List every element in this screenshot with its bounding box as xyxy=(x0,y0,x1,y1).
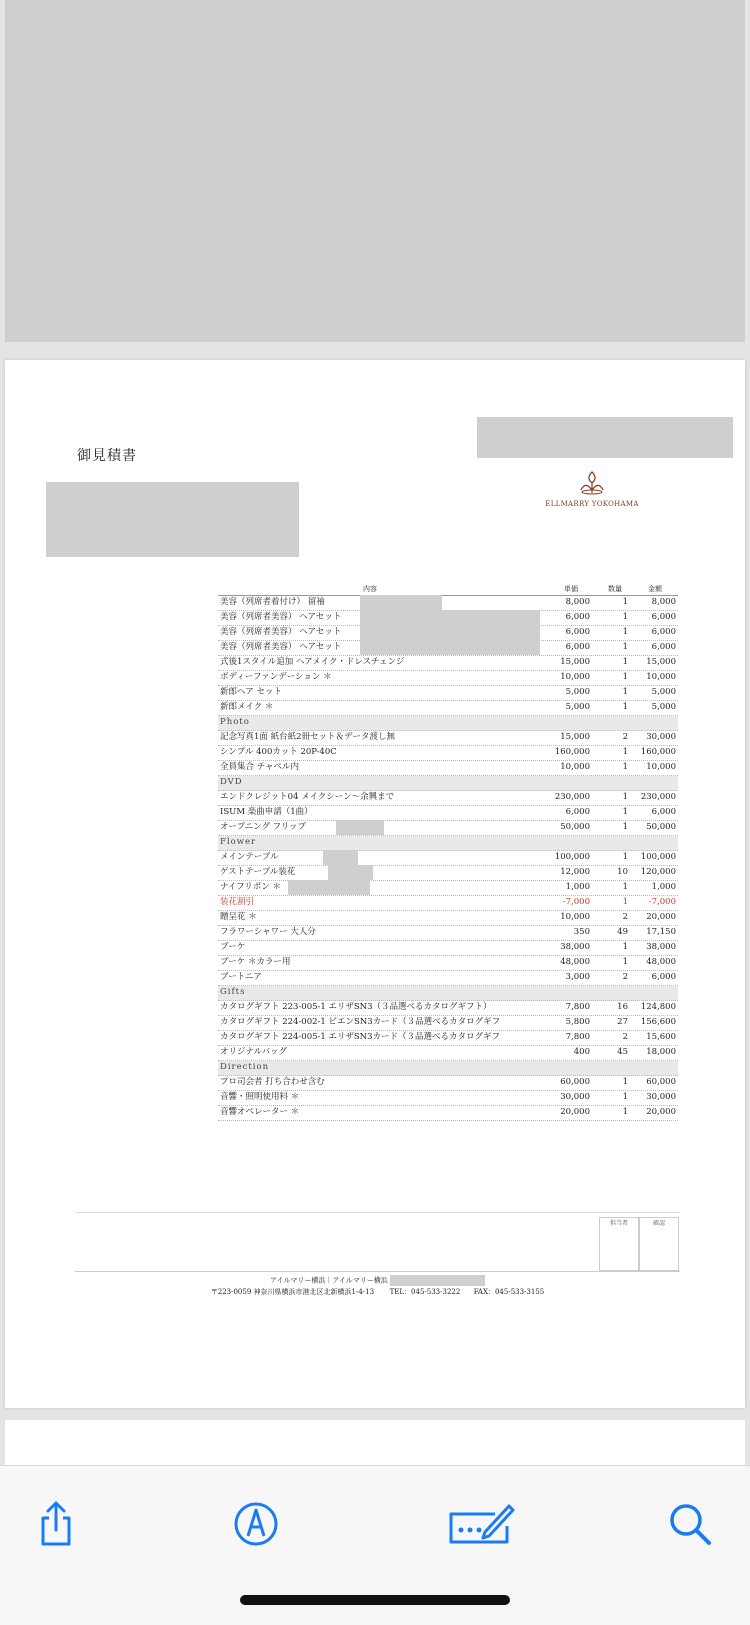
pdf-page xyxy=(5,360,745,1408)
footer-address: 〒223-0059 神奈川県横浜市港北区北新横浜1-4-13 xyxy=(210,1287,375,1296)
row-amount: 30,000 xyxy=(646,1092,676,1102)
signature-icon xyxy=(445,1500,515,1548)
row-unit-price: 6,000 xyxy=(565,642,590,652)
row-quantity: 27 xyxy=(617,1017,628,1027)
table-row xyxy=(218,611,678,626)
redacted-cell xyxy=(360,610,540,625)
row-unit-price: 15,000 xyxy=(560,732,590,742)
table-header xyxy=(218,583,678,596)
table-row xyxy=(218,626,678,641)
footer-tel: TEL：045-533-3222 xyxy=(389,1287,461,1296)
previous-page-redacted xyxy=(5,0,745,342)
row-quantity: 2 xyxy=(622,1032,628,1042)
row-description: ブートニア xyxy=(220,972,262,982)
row-description: Photo xyxy=(220,717,250,727)
row-quantity: 45 xyxy=(617,1047,628,1057)
row-quantity: 1 xyxy=(622,792,628,802)
table-row xyxy=(218,686,678,701)
table-row xyxy=(218,1031,678,1046)
redacted-block xyxy=(477,417,733,458)
table-row xyxy=(218,791,678,806)
markup-icon xyxy=(232,1500,280,1548)
row-description: ISUM 楽曲申請（1曲） xyxy=(220,807,313,817)
row-unit-price: 230,000 xyxy=(554,792,590,802)
stamp-box-staff: 担当者 xyxy=(599,1217,639,1271)
row-unit-price: 10,000 xyxy=(560,672,590,682)
row-unit-price: 400 xyxy=(573,1047,590,1057)
row-description: 音響オペレーター ＊ xyxy=(220,1107,300,1117)
redacted-cell xyxy=(360,625,540,640)
table-row xyxy=(218,1001,678,1016)
row-unit-price: 350 xyxy=(573,927,590,937)
row-quantity: 1 xyxy=(622,1077,628,1087)
stamp-area xyxy=(75,1212,680,1272)
row-amount: 15,000 xyxy=(646,657,676,667)
table-section-header xyxy=(218,1061,678,1076)
row-amount: 38,000 xyxy=(646,942,676,952)
row-description: フラワーシャワー 大人分 xyxy=(220,927,316,937)
search-button[interactable] xyxy=(662,1496,718,1552)
row-unit-price: 6,000 xyxy=(565,627,590,637)
row-unit-price: 3,000 xyxy=(565,972,590,982)
table-row xyxy=(218,656,678,671)
row-amount: 100,000 xyxy=(640,852,676,862)
redacted-cell xyxy=(336,820,384,835)
redacted-cell xyxy=(360,640,540,655)
table-row xyxy=(218,806,678,821)
row-amount: 6,000 xyxy=(651,807,676,817)
row-amount: 156,600 xyxy=(640,1017,676,1027)
row-quantity: 1 xyxy=(622,762,628,772)
row-description: 装花割引 xyxy=(220,897,255,907)
table-row xyxy=(218,671,678,686)
row-quantity: 1 xyxy=(622,1107,628,1117)
row-amount: 6,000 xyxy=(651,642,676,652)
row-unit-price: 5,800 xyxy=(565,1017,590,1027)
table-row xyxy=(218,896,678,911)
row-quantity: 1 xyxy=(622,627,628,637)
column-header-qty: 数量 xyxy=(608,585,622,593)
row-unit-price: 6,000 xyxy=(565,807,590,817)
row-unit-price: -7,000 xyxy=(562,897,590,907)
row-description: 音響・照明使用料 ＊ xyxy=(220,1092,300,1102)
footer xyxy=(75,1275,680,1298)
row-amount: 20,000 xyxy=(646,1107,676,1117)
row-amount: 17,150 xyxy=(646,927,676,937)
row-amount: 48,000 xyxy=(646,957,676,967)
row-description: ナイフリボン ＊ xyxy=(220,882,282,892)
row-quantity: 1 xyxy=(622,1092,628,1102)
row-quantity: 1 xyxy=(622,702,628,712)
row-unit-price: 15,000 xyxy=(560,657,590,667)
row-description: カタログギフト 224-005-1 エリザSN3カード（３品選べるカタログギフ xyxy=(220,1032,501,1042)
company-logo xyxy=(537,470,647,508)
row-amount: 6,000 xyxy=(651,612,676,622)
column-header-desc: 内容 xyxy=(363,585,377,593)
markup-button[interactable] xyxy=(228,1496,284,1552)
row-amount: 160,000 xyxy=(640,747,676,757)
footer-company: アイルマリー横浜｜アイルマリー横浜 xyxy=(270,1276,388,1285)
row-quantity: 10 xyxy=(617,867,628,877)
table-row xyxy=(218,1106,678,1121)
table-row xyxy=(218,851,678,866)
row-description: 美容（列席者美容） ヘアセット xyxy=(220,642,342,652)
row-amount: 18,000 xyxy=(646,1047,676,1057)
row-quantity: 1 xyxy=(622,897,628,907)
row-quantity: 2 xyxy=(622,912,628,922)
search-icon xyxy=(666,1500,714,1548)
row-quantity: 1 xyxy=(622,612,628,622)
row-quantity: 1 xyxy=(622,672,628,682)
table-row xyxy=(218,731,678,746)
row-description: DVD xyxy=(220,777,243,787)
row-description: 新郎メイク ＊ xyxy=(220,702,274,712)
row-unit-price: 10,000 xyxy=(560,912,590,922)
row-quantity: 1 xyxy=(622,882,628,892)
redacted-cell xyxy=(328,865,373,880)
row-amount: 10,000 xyxy=(646,762,676,772)
row-quantity: 1 xyxy=(622,807,628,817)
row-unit-price: 6,000 xyxy=(565,612,590,622)
row-description: オープニング フリップ xyxy=(220,822,307,832)
table-row xyxy=(218,926,678,941)
row-amount: 5,000 xyxy=(651,702,676,712)
logo-text: ELLMARRY YOKOHAMA xyxy=(545,500,639,508)
row-quantity: 1 xyxy=(622,852,628,862)
row-description: カタログギフト 224-002-1 ビエンSN3カード（３品選べるカタログギフ xyxy=(220,1017,501,1027)
table-row xyxy=(218,956,678,971)
table-section-header xyxy=(218,836,678,851)
estimate-table xyxy=(218,583,678,1121)
row-quantity: 1 xyxy=(622,942,628,952)
row-amount: 230,000 xyxy=(640,792,676,802)
row-description: 贈呈花 ＊ xyxy=(220,912,257,922)
table-row xyxy=(218,1046,678,1061)
row-description: ブーケ xyxy=(220,942,246,952)
row-description: 新郎ヘア セット xyxy=(220,687,282,697)
row-unit-price: 7,800 xyxy=(565,1032,590,1042)
row-description: 美容（列席者美容） ヘアセット xyxy=(220,627,342,637)
row-amount: 10,000 xyxy=(646,672,676,682)
row-quantity: 1 xyxy=(622,747,628,757)
row-description: プロ司会者 打ち合わせ含む xyxy=(220,1077,325,1087)
row-amount: 20,000 xyxy=(646,912,676,922)
row-amount: 60,000 xyxy=(646,1077,676,1087)
row-description: 美容（列席者着付け） 留袖 xyxy=(220,597,325,607)
footer-fax: FAX：045-533-3155 xyxy=(473,1287,545,1296)
column-header-unit: 単価 xyxy=(564,585,578,593)
redacted-cell xyxy=(288,880,370,895)
row-unit-price: 20,000 xyxy=(560,1107,590,1117)
table-section-header xyxy=(218,986,678,1001)
table-row xyxy=(218,821,678,836)
row-quantity: 1 xyxy=(622,597,628,607)
row-amount: 8,000 xyxy=(651,597,676,607)
row-description: ボディーファンデーション ＊ xyxy=(220,672,332,682)
redacted-cell xyxy=(360,595,442,610)
row-description: ブーケ ＊カラー用 xyxy=(220,957,291,967)
row-description: オリジナルバッグ xyxy=(220,1047,287,1057)
share-icon xyxy=(35,1500,77,1548)
row-quantity: 2 xyxy=(622,732,628,742)
row-unit-price: 8,000 xyxy=(565,597,590,607)
row-unit-price: 38,000 xyxy=(560,942,590,952)
row-amount: 120,000 xyxy=(640,867,676,877)
row-description: エンドクレジット04 メイクシーン～余興まで xyxy=(220,792,395,802)
row-unit-price: 10,000 xyxy=(560,762,590,772)
table-row xyxy=(218,911,678,926)
column-header-amount: 金額 xyxy=(648,585,662,593)
row-quantity: 1 xyxy=(622,642,628,652)
row-description: 美容（列席者美容） ヘアセット xyxy=(220,612,342,622)
row-description: 式後1スタイル追加 ヘアメイク・ドレスチェンジ xyxy=(220,657,405,667)
row-amount: 15,600 xyxy=(646,1032,676,1042)
row-unit-price: 48,000 xyxy=(560,957,590,967)
row-unit-price: 30,000 xyxy=(560,1092,590,1102)
row-description: カタログギフト 223-005-1 エリザSN3（３品選べるカタログギフト） xyxy=(220,1002,492,1012)
row-amount: 30,000 xyxy=(646,732,676,742)
table-row xyxy=(218,941,678,956)
table-row xyxy=(218,866,678,881)
row-unit-price: 100,000 xyxy=(554,852,590,862)
table-section-header xyxy=(218,716,678,731)
redacted-block xyxy=(46,482,299,557)
row-description: メインテーブル xyxy=(220,852,279,862)
row-unit-price: 160,000 xyxy=(554,747,590,757)
table-section-header xyxy=(218,776,678,791)
row-quantity: 2 xyxy=(622,972,628,982)
table-row xyxy=(218,761,678,776)
home-indicator xyxy=(240,1595,510,1605)
row-amount: 1,000 xyxy=(651,882,676,892)
row-amount: 5,000 xyxy=(651,687,676,697)
row-unit-price: 5,000 xyxy=(565,702,590,712)
row-amount: 50,000 xyxy=(646,822,676,832)
row-quantity: 1 xyxy=(622,822,628,832)
table-row xyxy=(218,971,678,986)
row-description: 記念写真1面 紙台紙2冊セット＆データ渡し無 xyxy=(220,732,396,742)
table-row xyxy=(218,1016,678,1031)
row-unit-price: 60,000 xyxy=(560,1077,590,1087)
share-button[interactable] xyxy=(28,1496,84,1552)
table-row xyxy=(218,1076,678,1091)
page-title: 御見積書 xyxy=(77,448,137,464)
row-quantity: 1 xyxy=(622,657,628,667)
stamp-box-confirm: 確認 xyxy=(639,1217,679,1271)
redacted-cell xyxy=(323,850,358,865)
row-quantity: 1 xyxy=(622,957,628,967)
row-description: 全員集合 チャペル内 xyxy=(220,762,299,772)
table-row xyxy=(218,746,678,761)
row-amount: 6,000 xyxy=(651,972,676,982)
logo-emblem-icon xyxy=(577,470,607,496)
row-amount: 6,000 xyxy=(651,627,676,637)
row-unit-price: 12,000 xyxy=(560,867,590,877)
row-description: Flower xyxy=(220,837,257,847)
row-description: Direction xyxy=(220,1062,270,1072)
row-unit-price: 50,000 xyxy=(560,822,590,832)
row-quantity: 49 xyxy=(617,927,628,937)
row-unit-price: 7,800 xyxy=(565,1002,590,1012)
table-row xyxy=(218,881,678,896)
row-unit-price: 5,000 xyxy=(565,687,590,697)
row-description: Gifts xyxy=(220,987,246,997)
table-row xyxy=(218,596,678,611)
table-row xyxy=(218,1091,678,1106)
row-quantity: 16 xyxy=(617,1002,628,1012)
row-amount: -7,000 xyxy=(648,897,676,907)
row-description: ゲストテーブル装花 xyxy=(220,867,296,877)
row-unit-price: 1,000 xyxy=(565,882,590,892)
table-row xyxy=(218,701,678,716)
row-quantity: 1 xyxy=(622,687,628,697)
redacted-inline xyxy=(390,1275,485,1286)
row-description: シンプル 400カット 20P-40C xyxy=(220,747,337,757)
signature-button[interactable] xyxy=(440,1496,520,1552)
table-row xyxy=(218,641,678,656)
row-amount: 124,800 xyxy=(640,1002,676,1012)
